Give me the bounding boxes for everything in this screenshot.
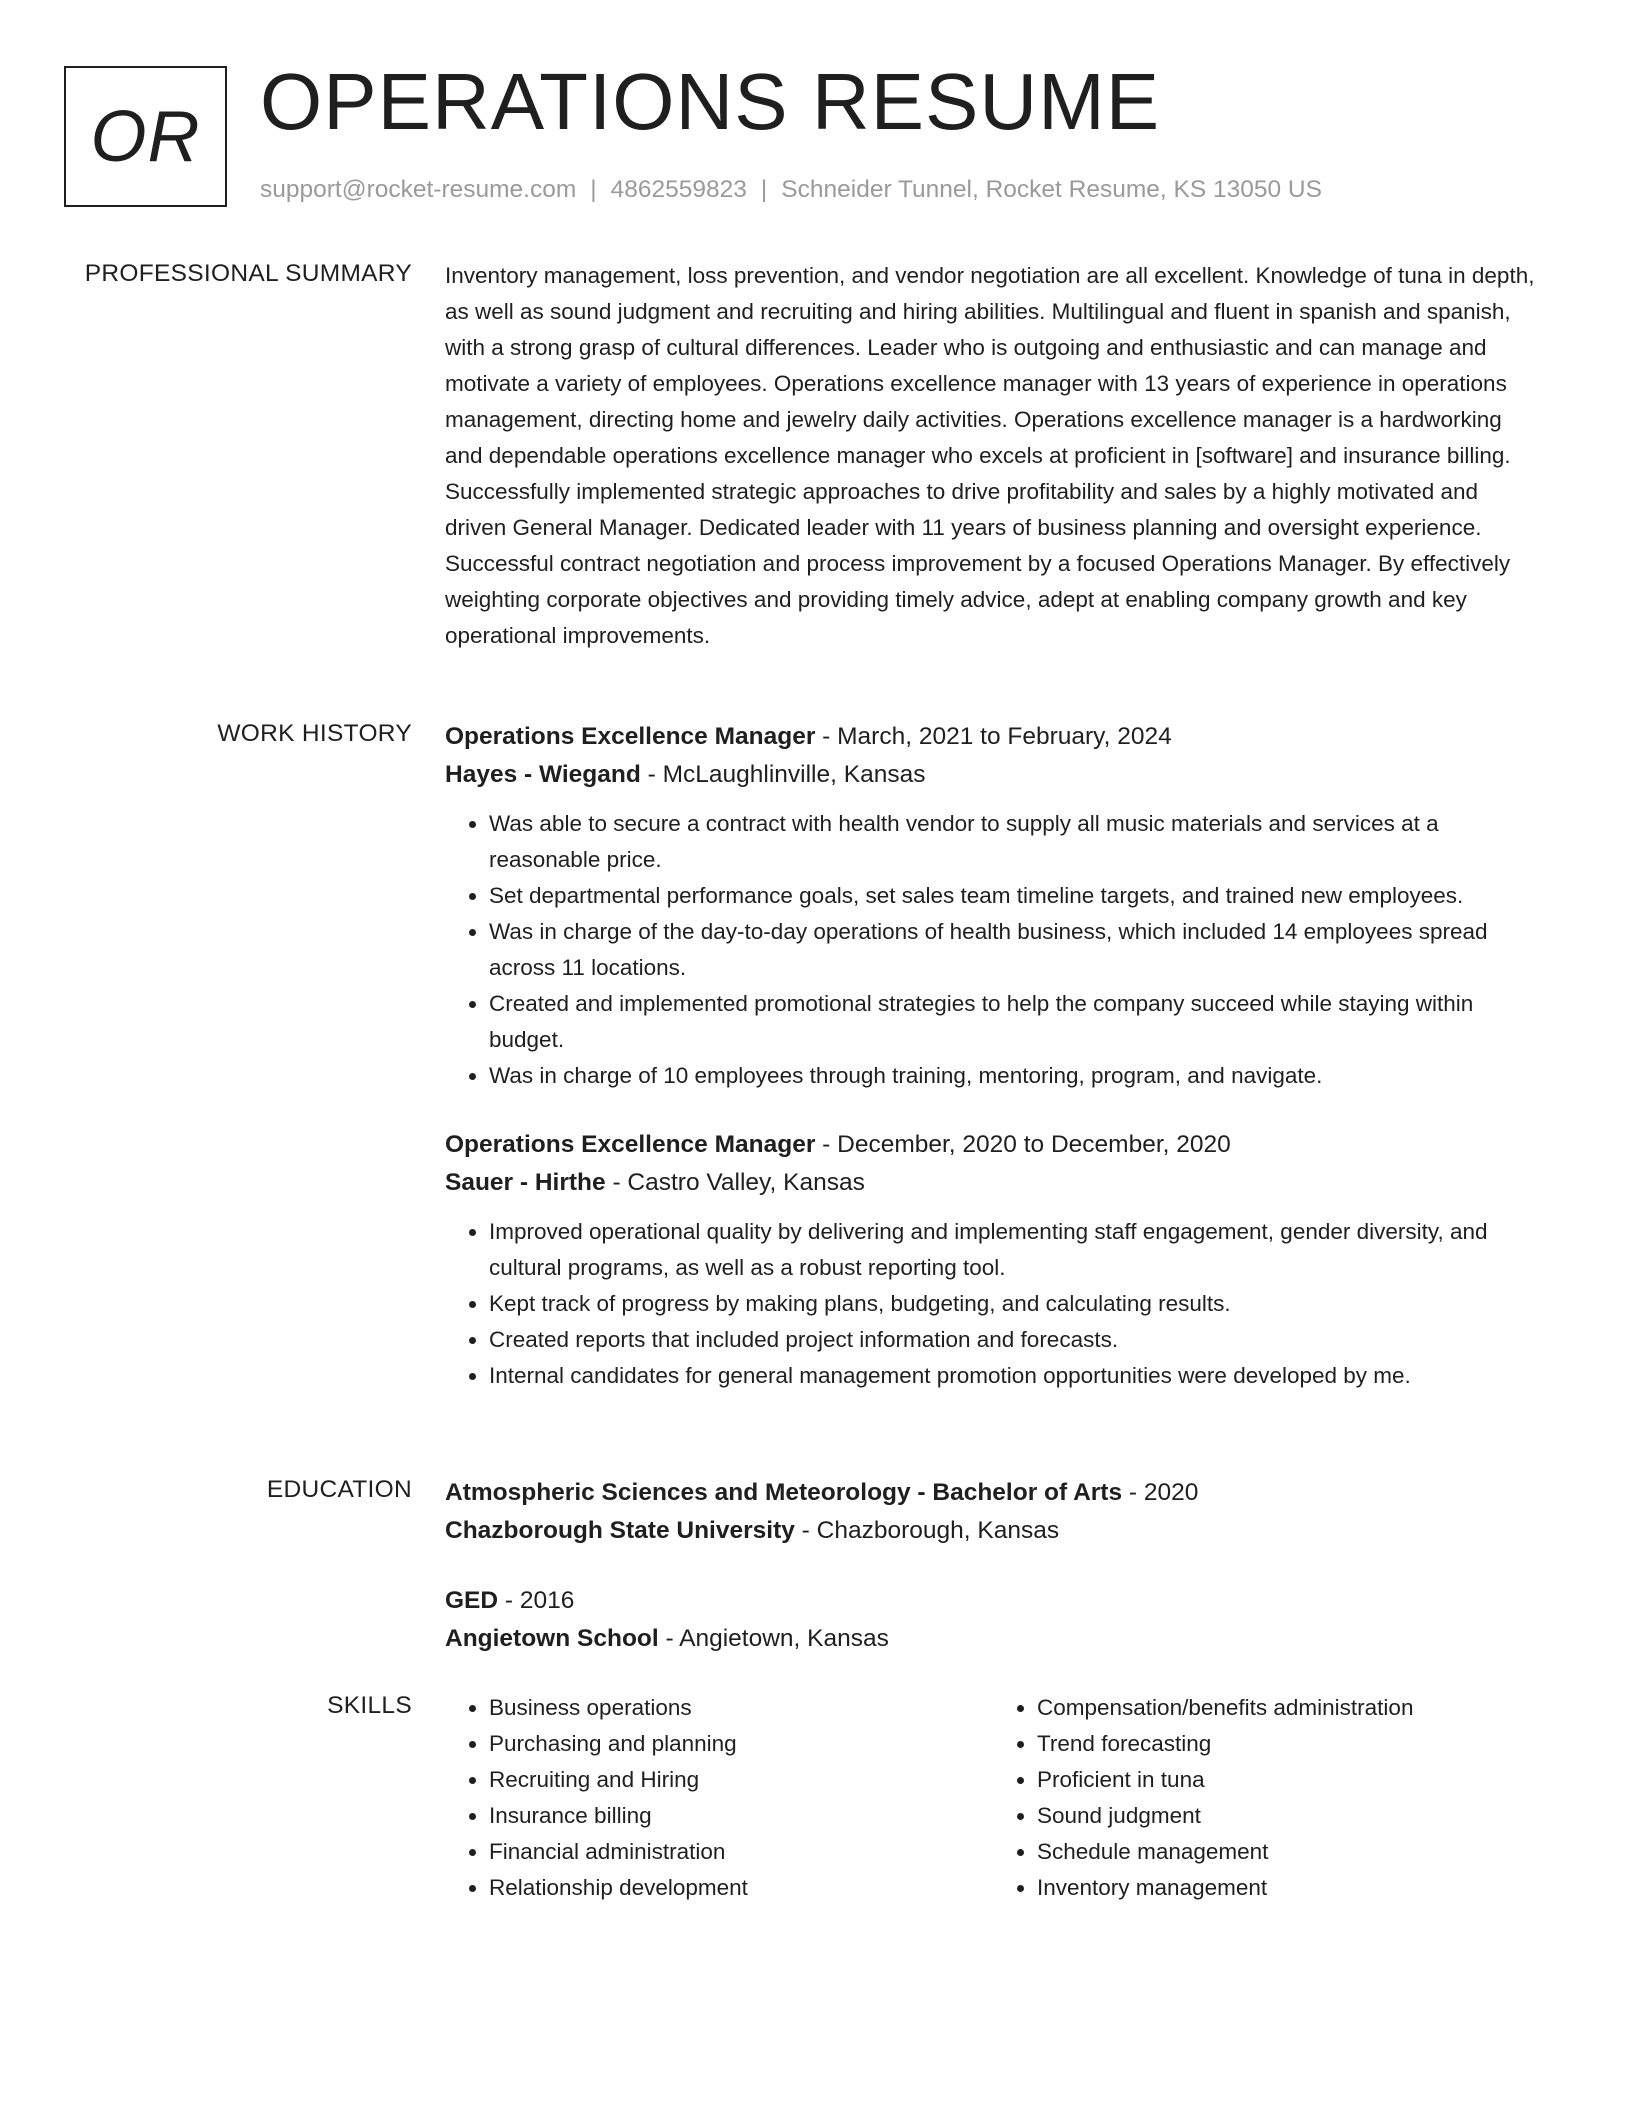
education-degree-line	[445, 1582, 1545, 1620]
job-dates: - December, 2020 to December, 2020	[815, 1131, 1231, 1158]
list-item: • Relationship development	[489, 1870, 993, 1906]
education-school-line	[445, 1512, 1545, 1550]
education-entry	[445, 1474, 1545, 1550]
list-item: • Financial administration	[489, 1834, 993, 1870]
education-school: Angietown School	[445, 1625, 659, 1652]
job-dates: - March, 2021 to February, 2024	[815, 723, 1172, 750]
section-heading-skills: SKILLS	[327, 1692, 412, 1719]
list-item: • Kept track of progress by making plans, budgeting, and calculating results.	[489, 1286, 1545, 1322]
job-title: Operations Excellence Manager	[445, 1131, 816, 1158]
list-item: • Was in charge of the day-to-day operations of health business, which included 14 employees spread across 11 locations.	[489, 914, 1545, 986]
monogram-box	[64, 66, 227, 207]
education-school: Chazborough State University	[445, 1517, 795, 1544]
list-item: • Was able to secure a contract with health vendor to supply all music materials and services at a reasonable price.	[489, 806, 1545, 878]
job-entry	[445, 1126, 1545, 1394]
list-item: • Was in charge of 10 employees through training, mentoring, program, and navigate.	[489, 1058, 1545, 1094]
list-item: • Trend forecasting	[1037, 1726, 1541, 1762]
job-entry	[445, 718, 1545, 1094]
skills-columns	[445, 1690, 1545, 1906]
summary-text: Inventory management, loss prevention, and vendor negotiation are all excellent. Knowledge of tuna in depth, as well as sound judgment and recruiting and hiring abilities. Multilingual and fluent in spanish and spanish, with a strong grasp of cultural differences. Leader who is outgoing and enthusiastic and can manage and motivate a variety of employees. Operations excellence manager with 13 years of experience in operations management, directing home and jewelry daily activities. Operations excellence manager is a hardworking and dependable operations excellence manager who excels at proficient in [software] and insurance billing. Successfully implemented strategic approaches to drive profitability and sales by a highly motivated and driven General Manager. Dedicated leader with 11 years of business planning and oversight experience. Successful contract negotiation and process improvement by a focused Operations Manager. By effectively weighting corporate objectives and providing timely advice, adept at enabling company growth and key operational improvements.	[445, 263, 1535, 648]
contact-phone[interactable]: 4862559823	[610, 176, 747, 203]
list-item: • Recruiting and Hiring	[489, 1762, 993, 1798]
resume-title: OPERATIONS RESUME	[260, 57, 1161, 146]
education-degree: GED	[445, 1587, 499, 1614]
job-location: - Castro Valley, Kansas	[605, 1169, 865, 1196]
education-degree-line	[445, 1474, 1545, 1512]
job-title-line	[445, 1126, 1545, 1164]
education-entry	[445, 1582, 1545, 1658]
education-year: - 2020	[1122, 1479, 1199, 1506]
list-item: • Proficient in tuna	[1037, 1762, 1541, 1798]
contact-separator: |	[760, 176, 768, 203]
list-item: • Created and implemented promotional strategies to help the company succeed while staying within budget.	[489, 986, 1545, 1058]
section-heading-education: EDUCATION	[266, 1476, 412, 1503]
job-company: Hayes - Wiegand	[445, 761, 641, 788]
monogram-initials: OR	[90, 96, 201, 177]
list-item: • Insurance billing	[489, 1798, 993, 1834]
education-year: - 2016	[498, 1587, 575, 1614]
job-location: - McLaughlinville, Kansas	[640, 761, 926, 788]
section-heading-work-history: WORK HISTORY	[217, 720, 412, 747]
skills-list-left	[445, 1690, 993, 1906]
list-item: • Business operations	[489, 1690, 993, 1726]
job-company-line	[445, 1164, 1545, 1202]
list-item: • Improved operational quality by delivering and implementing staff engagement, gender diversity, and cultural programs, as well as a robust reporting tool.	[489, 1214, 1545, 1286]
skills-list-right	[993, 1690, 1541, 1906]
contact-separator: |	[590, 176, 597, 203]
list-item: • Schedule management	[1037, 1834, 1541, 1870]
job-company: Sauer - Hirthe	[445, 1169, 606, 1196]
education-location: - Angietown, Kansas	[658, 1625, 889, 1652]
job-company-line	[445, 756, 1545, 794]
list-item: • Sound judgment	[1037, 1798, 1541, 1834]
contact-line	[260, 174, 1322, 206]
job-bullets	[445, 806, 1545, 1094]
list-item: • Compensation/benefits administration	[1037, 1690, 1541, 1726]
list-item: • Purchasing and planning	[489, 1726, 993, 1762]
job-title: Operations Excellence Manager	[445, 723, 816, 750]
education-location: - Chazborough, Kansas	[794, 1517, 1060, 1544]
contact-address: Schneider Tunnel, Rocket Resume, KS 13050 US	[781, 176, 1322, 203]
job-bullets	[445, 1214, 1545, 1394]
job-title-line	[445, 718, 1545, 756]
contact-email[interactable]: support@rocket-resume.com	[260, 176, 577, 203]
list-item: • Set departmental performance goals, set sales team timeline targets, and trained new employees.	[489, 878, 1545, 914]
education-degree: Atmospheric Sciences and Meteorology - Bachelor of Arts	[445, 1479, 1123, 1506]
list-item: • Created reports that included project information and forecasts.	[489, 1322, 1545, 1358]
list-item: • Internal candidates for general management promotion opportunities were developed by me.	[489, 1358, 1545, 1394]
section-heading-summary: PROFESSIONAL SUMMARY	[84, 260, 412, 287]
education-school-line	[445, 1620, 1545, 1658]
list-item: • Inventory management	[1037, 1870, 1541, 1906]
